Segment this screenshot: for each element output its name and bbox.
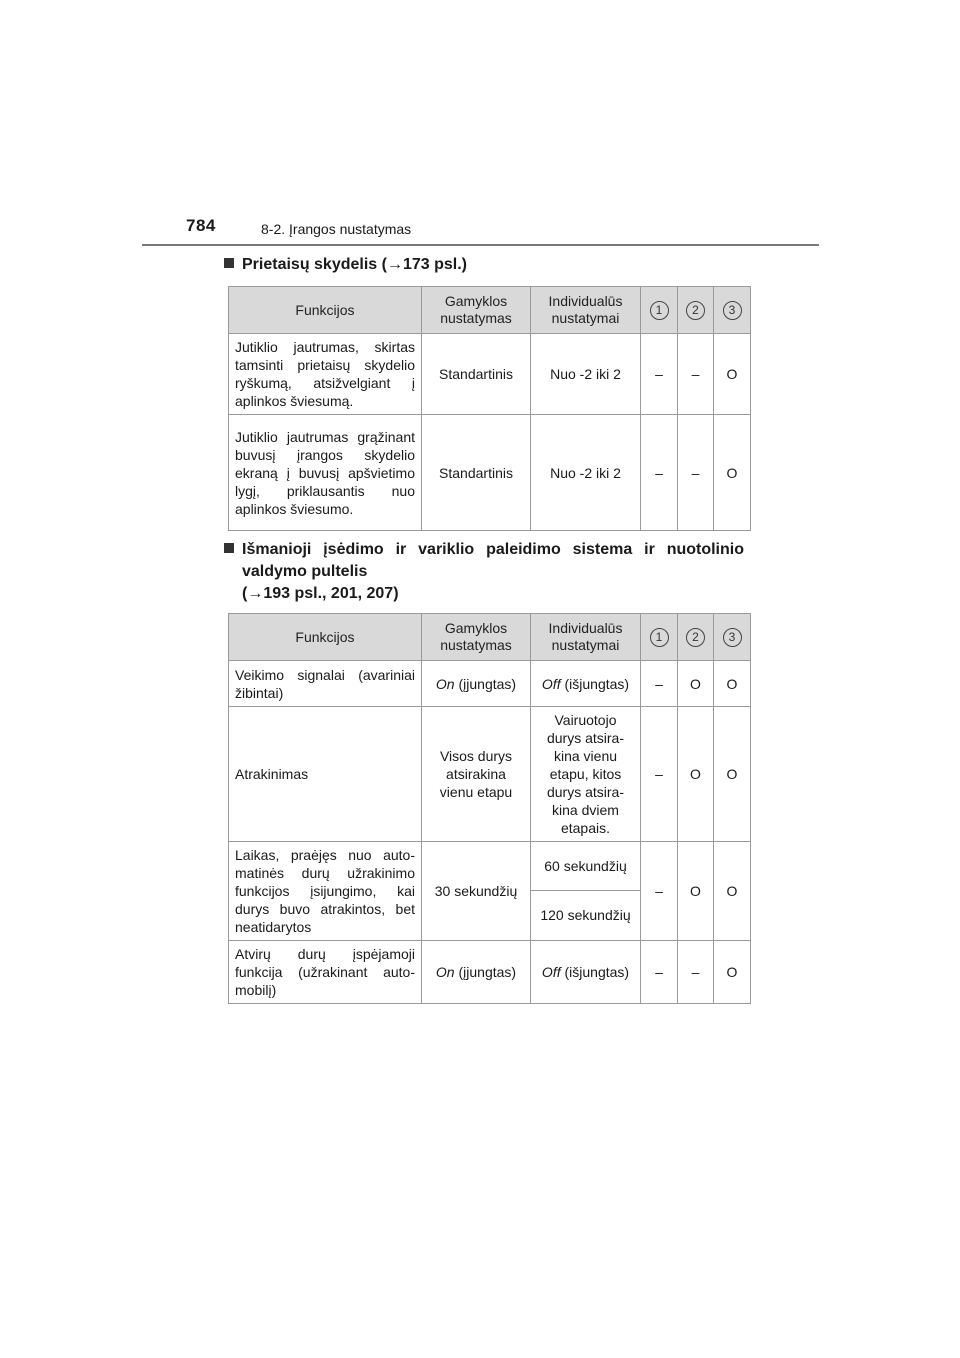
- circled-3-icon: 3: [723, 301, 742, 320]
- col-func: Funkcijos: [229, 287, 422, 334]
- arrow-icon: →: [386, 256, 403, 273]
- cell-mark-1: –: [641, 941, 678, 1004]
- col-1: [641, 614, 678, 661]
- col-2: [678, 287, 714, 334]
- cell-mark-1: –: [641, 661, 678, 707]
- header-rule: [142, 244, 819, 246]
- circled-2-icon: 2: [686, 628, 705, 647]
- section-header: 8-2. Įrangos nustatymas: [261, 221, 412, 237]
- cell-func: Laikas, praėjęs nuo automatinės durų užrakinimo funkcijos įsijungimo, kai durys buvo atrakintos, bet neatidarytos: [229, 842, 422, 941]
- col-2: [678, 614, 714, 661]
- table-instrument-panel: [228, 286, 751, 531]
- cell-mark-3: O: [714, 661, 751, 707]
- cell-mark-2: O: [678, 707, 714, 842]
- table-row: [229, 415, 751, 531]
- col-3: [714, 614, 751, 661]
- section1-ref: 173 psl.): [402, 256, 467, 273]
- cell-mark-3: O: [714, 842, 751, 941]
- section1-title: Prietaisų skydelis (: [242, 256, 387, 273]
- cell-mark-3: O: [714, 941, 751, 1004]
- cell-mark-1: –: [641, 707, 678, 842]
- table-row: [229, 842, 751, 891]
- cell-mark-1: –: [641, 334, 678, 415]
- cell-default: On (įjungtas): [422, 941, 531, 1004]
- cell-custom: Off (išjungtas): [531, 661, 641, 707]
- cell-custom-b: 120 sekundžių: [531, 890, 641, 940]
- cell-mark-1: –: [641, 842, 678, 941]
- cell-func: Atrakinimas: [229, 707, 422, 842]
- col-custom: Individualūs nustatymai: [531, 614, 641, 661]
- cell-default: On (įjungtas): [422, 661, 531, 707]
- cell-func: Atvirų durų įspėjamoji funkcija (užrakinant automobilį): [229, 941, 422, 1004]
- table-row: [229, 334, 751, 415]
- cell-mark-2: –: [678, 334, 714, 415]
- cell-default: Standartinis: [422, 334, 531, 415]
- table-row: [229, 661, 751, 707]
- col-func: Funkcijos: [229, 614, 422, 661]
- table-row: [229, 707, 751, 842]
- arrow-icon: →: [247, 585, 264, 602]
- circled-1-icon: 1: [650, 628, 669, 647]
- circled-3-icon: 3: [723, 628, 742, 647]
- section2-title-line2: valdymo pultelis: [242, 563, 368, 580]
- cell-custom: Vairuotojo durys atsirakina vienu etapu, kitos durys atsirakina dviem etapais.: [531, 707, 641, 842]
- cell-default: Standartinis: [422, 415, 531, 531]
- col-1: [641, 287, 678, 334]
- square-bullet-icon: [224, 543, 234, 553]
- col-default: Gamyklos nustatymas: [422, 287, 531, 334]
- cell-mark-3: O: [714, 707, 751, 842]
- table-row: [229, 941, 751, 1004]
- section2-title-line3: (→193 psl., 201, 207): [242, 585, 399, 602]
- cell-mark-2: –: [678, 415, 714, 531]
- square-bullet-icon: [224, 258, 234, 268]
- cell-custom: Nuo -2 iki 2: [531, 415, 641, 531]
- cell-custom: Nuo -2 iki 2: [531, 334, 641, 415]
- col-default: Gamyklos nustatymas: [422, 614, 531, 661]
- cell-func: Jutiklio jautrumas grąžinant buvusį įrangos skydelio ekraną į buvusį apšvietimo lygį, priklausantis nuo aplinkos šviesumo.: [229, 415, 422, 531]
- cell-default: Visos durys atsirakina vienu etapu: [422, 707, 531, 842]
- cell-mark-3: O: [714, 334, 751, 415]
- cell-custom-a: 60 sekundžių: [531, 842, 641, 891]
- table-header-row: [229, 614, 751, 661]
- section1-heading: [224, 254, 467, 276]
- col-custom: Individualūs nustatymai: [531, 287, 641, 334]
- cell-default: 30 sekundžių: [422, 842, 531, 941]
- col-3: [714, 287, 751, 334]
- cell-func: Veikimo signalai (avariniai žibintai): [229, 661, 422, 707]
- cell-mark-2: –: [678, 941, 714, 1004]
- cell-mark-2: O: [678, 842, 714, 941]
- cell-mark-1: –: [641, 415, 678, 531]
- circled-1-icon: 1: [650, 301, 669, 320]
- cell-custom: Off (išjungtas): [531, 941, 641, 1004]
- table-header-row: [229, 287, 751, 334]
- cell-func: Jutiklio jautrumas, skirtas tamsinti prietaisų skydelio ryškumą, atsižvelgiant į aplinkos šviesumą.: [229, 334, 422, 415]
- page-number: 784: [186, 216, 216, 235]
- circled-2-icon: 2: [686, 301, 705, 320]
- cell-mark-3: O: [714, 415, 751, 531]
- table-smart-entry: [228, 613, 751, 1004]
- section2-heading: [224, 539, 744, 605]
- section2-title-line1: Išmanioji įsėdimo ir variklio paleidimo sistema ir nuotolinio: [224, 539, 744, 561]
- cell-mark-2: O: [678, 661, 714, 707]
